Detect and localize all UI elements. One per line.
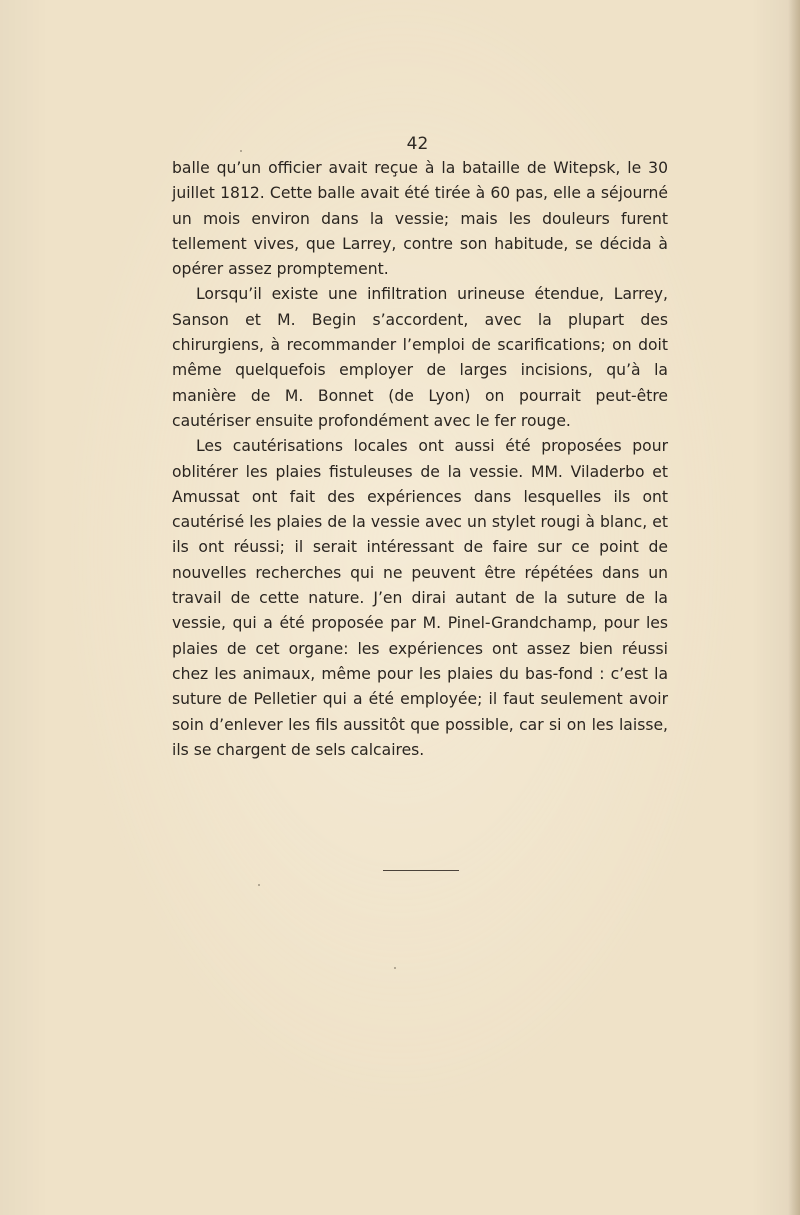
paragraph-1: balle qu’un officier avait reçue à la bataille de Witepsk, le 30 juillet 1812. Cette balle avait été tirée à 60 pas, elle a séjourné un mois environ dans la vessie; mais les douleurs furent tellement vives, que Larrey, contre son habitude, se décida à opérer assez promptement. bbox=[172, 159, 668, 279]
page-edge-shadow bbox=[788, 0, 800, 1215]
paragraph-3: Les cautérisations locales ont aussi été proposées pour oblitérer les plaies fistuleuses de la vessie. MM. Viladerbo et Amussat ont fait des expériences dans lesquelles ils ont cautérisé les plaies de la vessie avec un stylet rougi à blanc, et ils ont réussi; il serait intéressant de faire sur ce point de nouvelles recherches qui ne peuvent être répétées dans un travail de cette nature. J’en dirai autant de la suture de la vessie, qui a été proposée par M. Pinel-Grandchamp, pour les plaies de cet organe: les expériences ont assez bien réussi chez les animaux, même pour les plaies du bas-fond : c’est la suture de Pelletier qui a été employée; il faut seulement avoir soin d’enlever les fils aussitôt que possible, car si on les laisse, ils se chargent de sels calcaires. bbox=[172, 437, 668, 759]
paper-speck bbox=[258, 884, 260, 886]
paper-speck bbox=[394, 967, 396, 969]
paper-speck bbox=[240, 150, 242, 152]
body-text bbox=[172, 156, 668, 763]
end-rule bbox=[383, 870, 459, 871]
page-number: 42 bbox=[406, 134, 429, 154]
paragraph-2: Lorsqu’il existe une infiltration urineuse étendue, Larrey, Sanson et M. Begin s’accordent, avec la plupart des chirurgiens, à recommander l’emploi de scarifications; on doit même quelquefois employer de larges incisions, qu’à la manière de M. Bonnet (de Lyon) on pourrait peut-être cautériser ensuite profondément avec le fer rouge. bbox=[172, 285, 668, 430]
